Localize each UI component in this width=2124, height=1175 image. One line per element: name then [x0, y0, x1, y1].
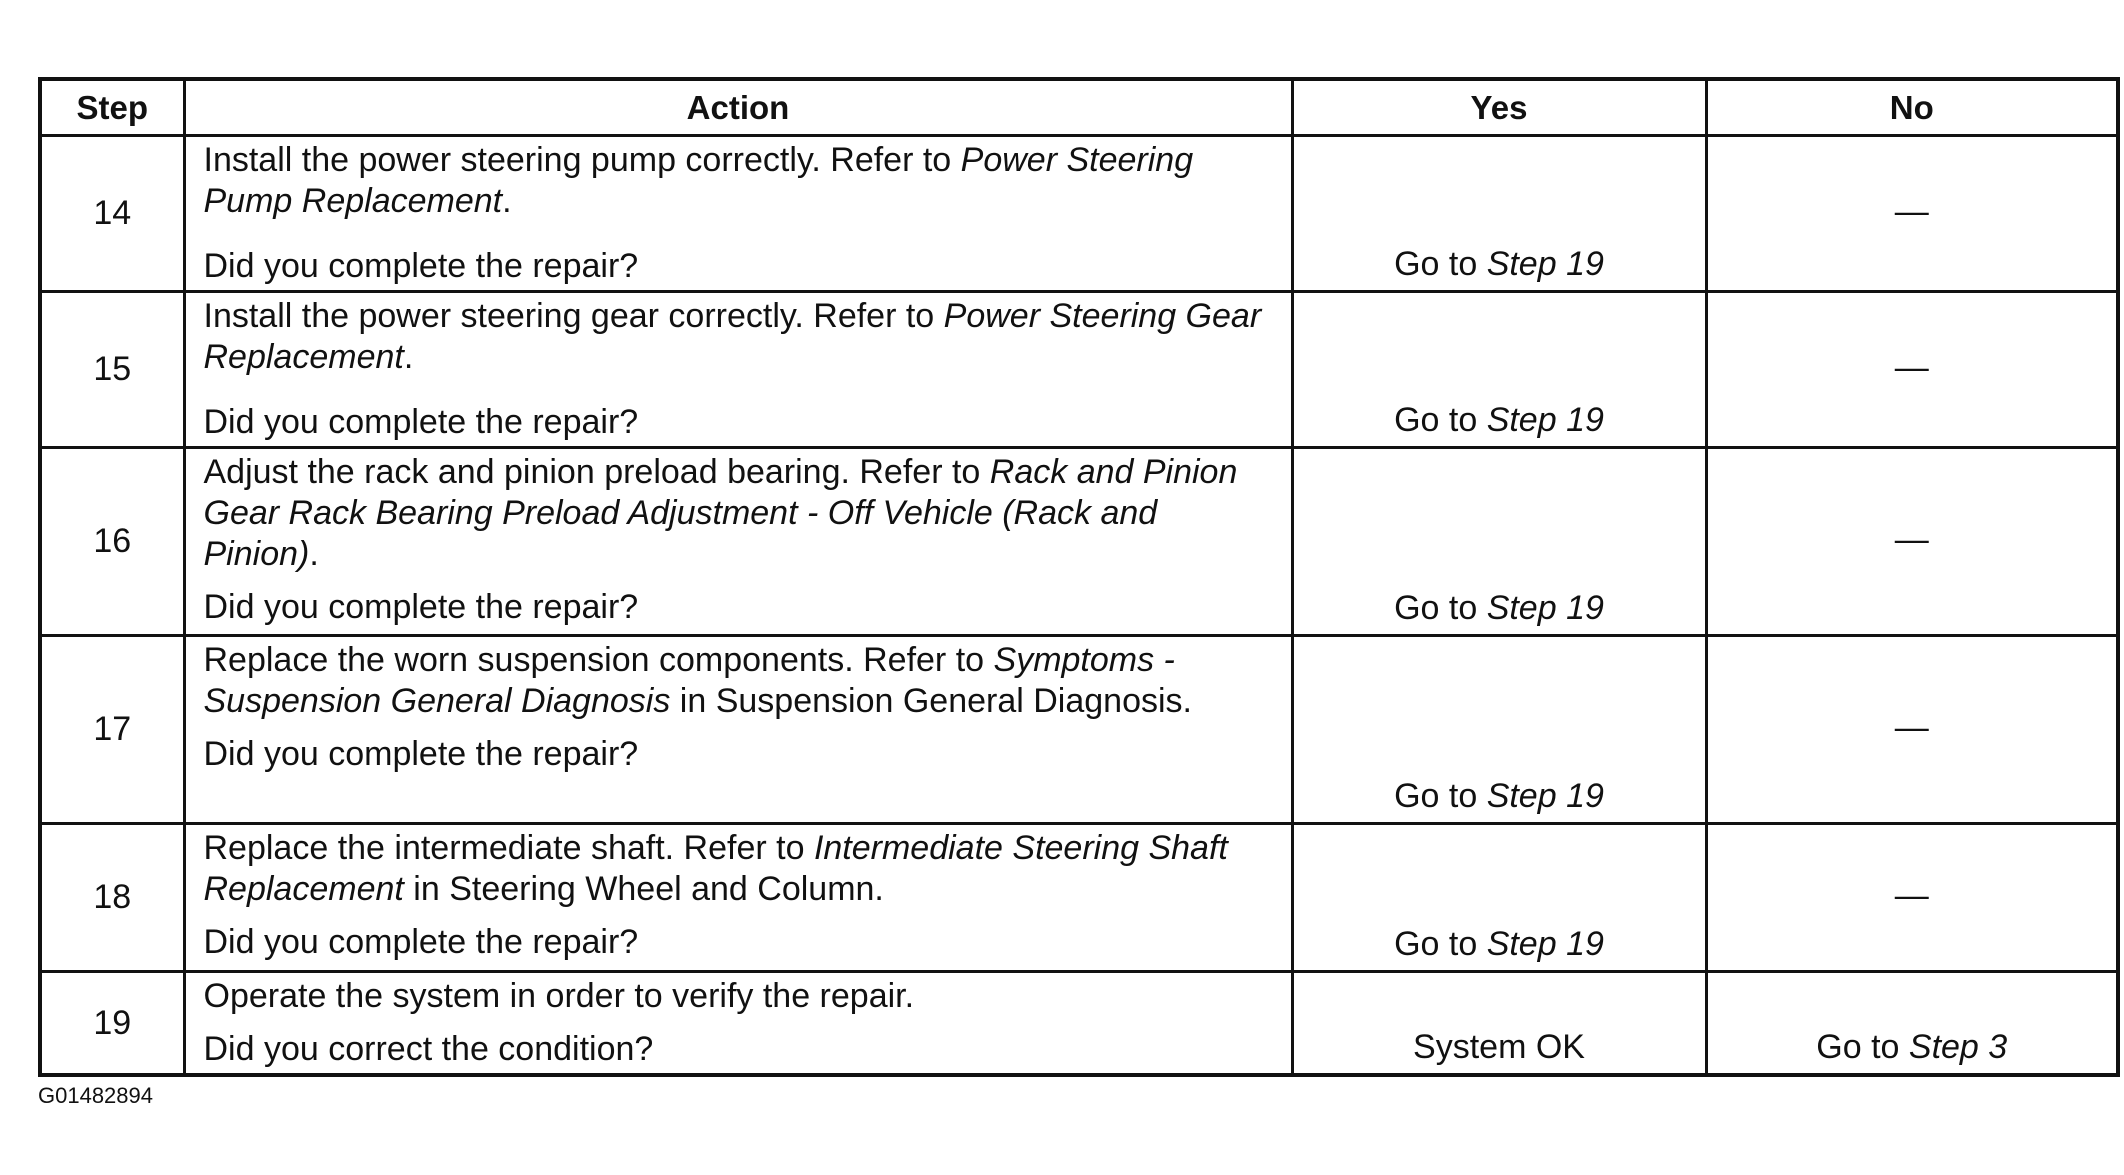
action-reference: Rack and Pinion Gear Rack Bearing Preload Adjustment - Off Vehicle (Rack and Pinion): [203, 453, 1238, 573]
action-text: [204, 828, 1277, 910]
no-step-ref: Step 3: [1908, 1028, 2008, 1066]
yes-result: [1294, 1028, 1705, 1067]
action-cell: [184, 448, 1292, 636]
action-reference: Symptoms - Suspension General Diagnosis: [203, 641, 1175, 720]
yes-prefix: System OK: [1413, 1028, 1585, 1066]
no-dash: —: [1894, 192, 1929, 231]
yes-prefix: Go to: [1394, 589, 1487, 627]
header-step: Step: [40, 79, 184, 136]
no-prefix: Go to: [1816, 1028, 1909, 1066]
action-cell: [184, 136, 1292, 292]
action-plain: Install the power steering gear correctly. Refer to: [203, 297, 944, 335]
step-number: 19: [40, 972, 184, 1076]
yes-step-ref: Step 19: [1486, 925, 1604, 963]
yes-result: [1294, 777, 1705, 816]
table-row: [40, 448, 2118, 636]
table-row: [40, 824, 2118, 972]
action-reference: Power Steering Pump Replacement: [203, 141, 1194, 220]
step-number: 14: [40, 136, 184, 292]
action-question: Did you complete the repair?: [203, 403, 639, 441]
action-cell: [184, 824, 1292, 972]
yes-cell: [1292, 824, 1706, 972]
yes-step-ref: Step 19: [1486, 589, 1604, 627]
action-question: Did you complete the repair?: [203, 735, 639, 773]
table-row: [40, 972, 2118, 1076]
step-number: 17: [40, 636, 184, 824]
yes-result: [1294, 401, 1705, 440]
action-plain: Adjust the rack and pinion preload bearing. Refer to: [203, 453, 990, 491]
diagnostic-table: [38, 77, 2120, 1077]
action-text: [204, 976, 1277, 1017]
yes-result: [1294, 245, 1705, 284]
action-tail: .: [502, 182, 512, 220]
action-tail: in Steering Wheel and Column.: [403, 870, 884, 908]
action-tail: .: [403, 338, 414, 376]
action-reference: Power Steering Gear Replacement: [203, 297, 1262, 376]
action-cell: [184, 972, 1292, 1076]
action-text: [204, 296, 1277, 378]
header-yes: Yes: [1292, 79, 1706, 136]
yes-step-ref: Step 19: [1486, 777, 1604, 815]
no-cell: [1706, 824, 2118, 972]
header-action: Action: [184, 79, 1292, 136]
no-cell: [1706, 972, 2118, 1076]
action-question: Did you complete the repair?: [203, 247, 639, 285]
yes-cell: [1292, 636, 1706, 824]
no-dash: —: [1894, 708, 1929, 747]
action-plain: Replace the worn suspension components. Refer to: [203, 641, 994, 679]
action-cell: [184, 292, 1292, 448]
table-row: [40, 136, 2118, 292]
step-number: 18: [40, 824, 184, 972]
yes-prefix: Go to: [1394, 245, 1487, 283]
yes-step-ref: Step 19: [1486, 401, 1604, 439]
yes-cell: [1292, 972, 1706, 1076]
action-plain: Operate the system in order to verify the repair.: [203, 977, 915, 1015]
header-row: [40, 79, 2118, 136]
action-text: [204, 140, 1277, 222]
yes-prefix: Go to: [1394, 925, 1487, 963]
figure-id: G01482894: [38, 1083, 153, 1108]
action-question: Did you correct the condition?: [203, 1030, 654, 1068]
no-dash: —: [1894, 876, 1929, 915]
no-cell: [1706, 136, 2118, 292]
no-result: [1708, 1028, 2117, 1067]
no-cell: [1706, 636, 2118, 824]
action-tail: in Suspension General Diagnosis.: [670, 682, 1192, 720]
action-plain: Replace the intermediate shaft. Refer to: [203, 829, 814, 867]
no-cell: [1706, 448, 2118, 636]
action-cell: [184, 636, 1292, 824]
yes-step-ref: Step 19: [1486, 245, 1604, 283]
yes-cell: [1292, 136, 1706, 292]
step-number: 16: [40, 448, 184, 636]
action-question: Did you complete the repair?: [203, 923, 639, 961]
action-text: [204, 452, 1277, 575]
no-dash: —: [1894, 520, 1929, 559]
yes-prefix: Go to: [1394, 777, 1487, 815]
action-text: [204, 640, 1277, 722]
no-dash: —: [1894, 348, 1929, 387]
action-question: Did you complete the repair?: [203, 588, 639, 626]
table-row: [40, 636, 2118, 824]
yes-cell: [1292, 292, 1706, 448]
action-tail: .: [309, 535, 319, 573]
table-row: [40, 292, 2118, 448]
yes-result: [1294, 589, 1705, 628]
action-plain: Install the power steering pump correctly. Refer to: [203, 141, 961, 179]
action-reference: Intermediate Steering Shaft Replacement: [203, 829, 1228, 908]
step-number: 15: [40, 292, 184, 448]
header-no: No: [1706, 79, 2118, 136]
no-cell: [1706, 292, 2118, 448]
yes-cell: [1292, 448, 1706, 636]
yes-result: [1294, 925, 1705, 964]
yes-prefix: Go to: [1394, 401, 1487, 439]
